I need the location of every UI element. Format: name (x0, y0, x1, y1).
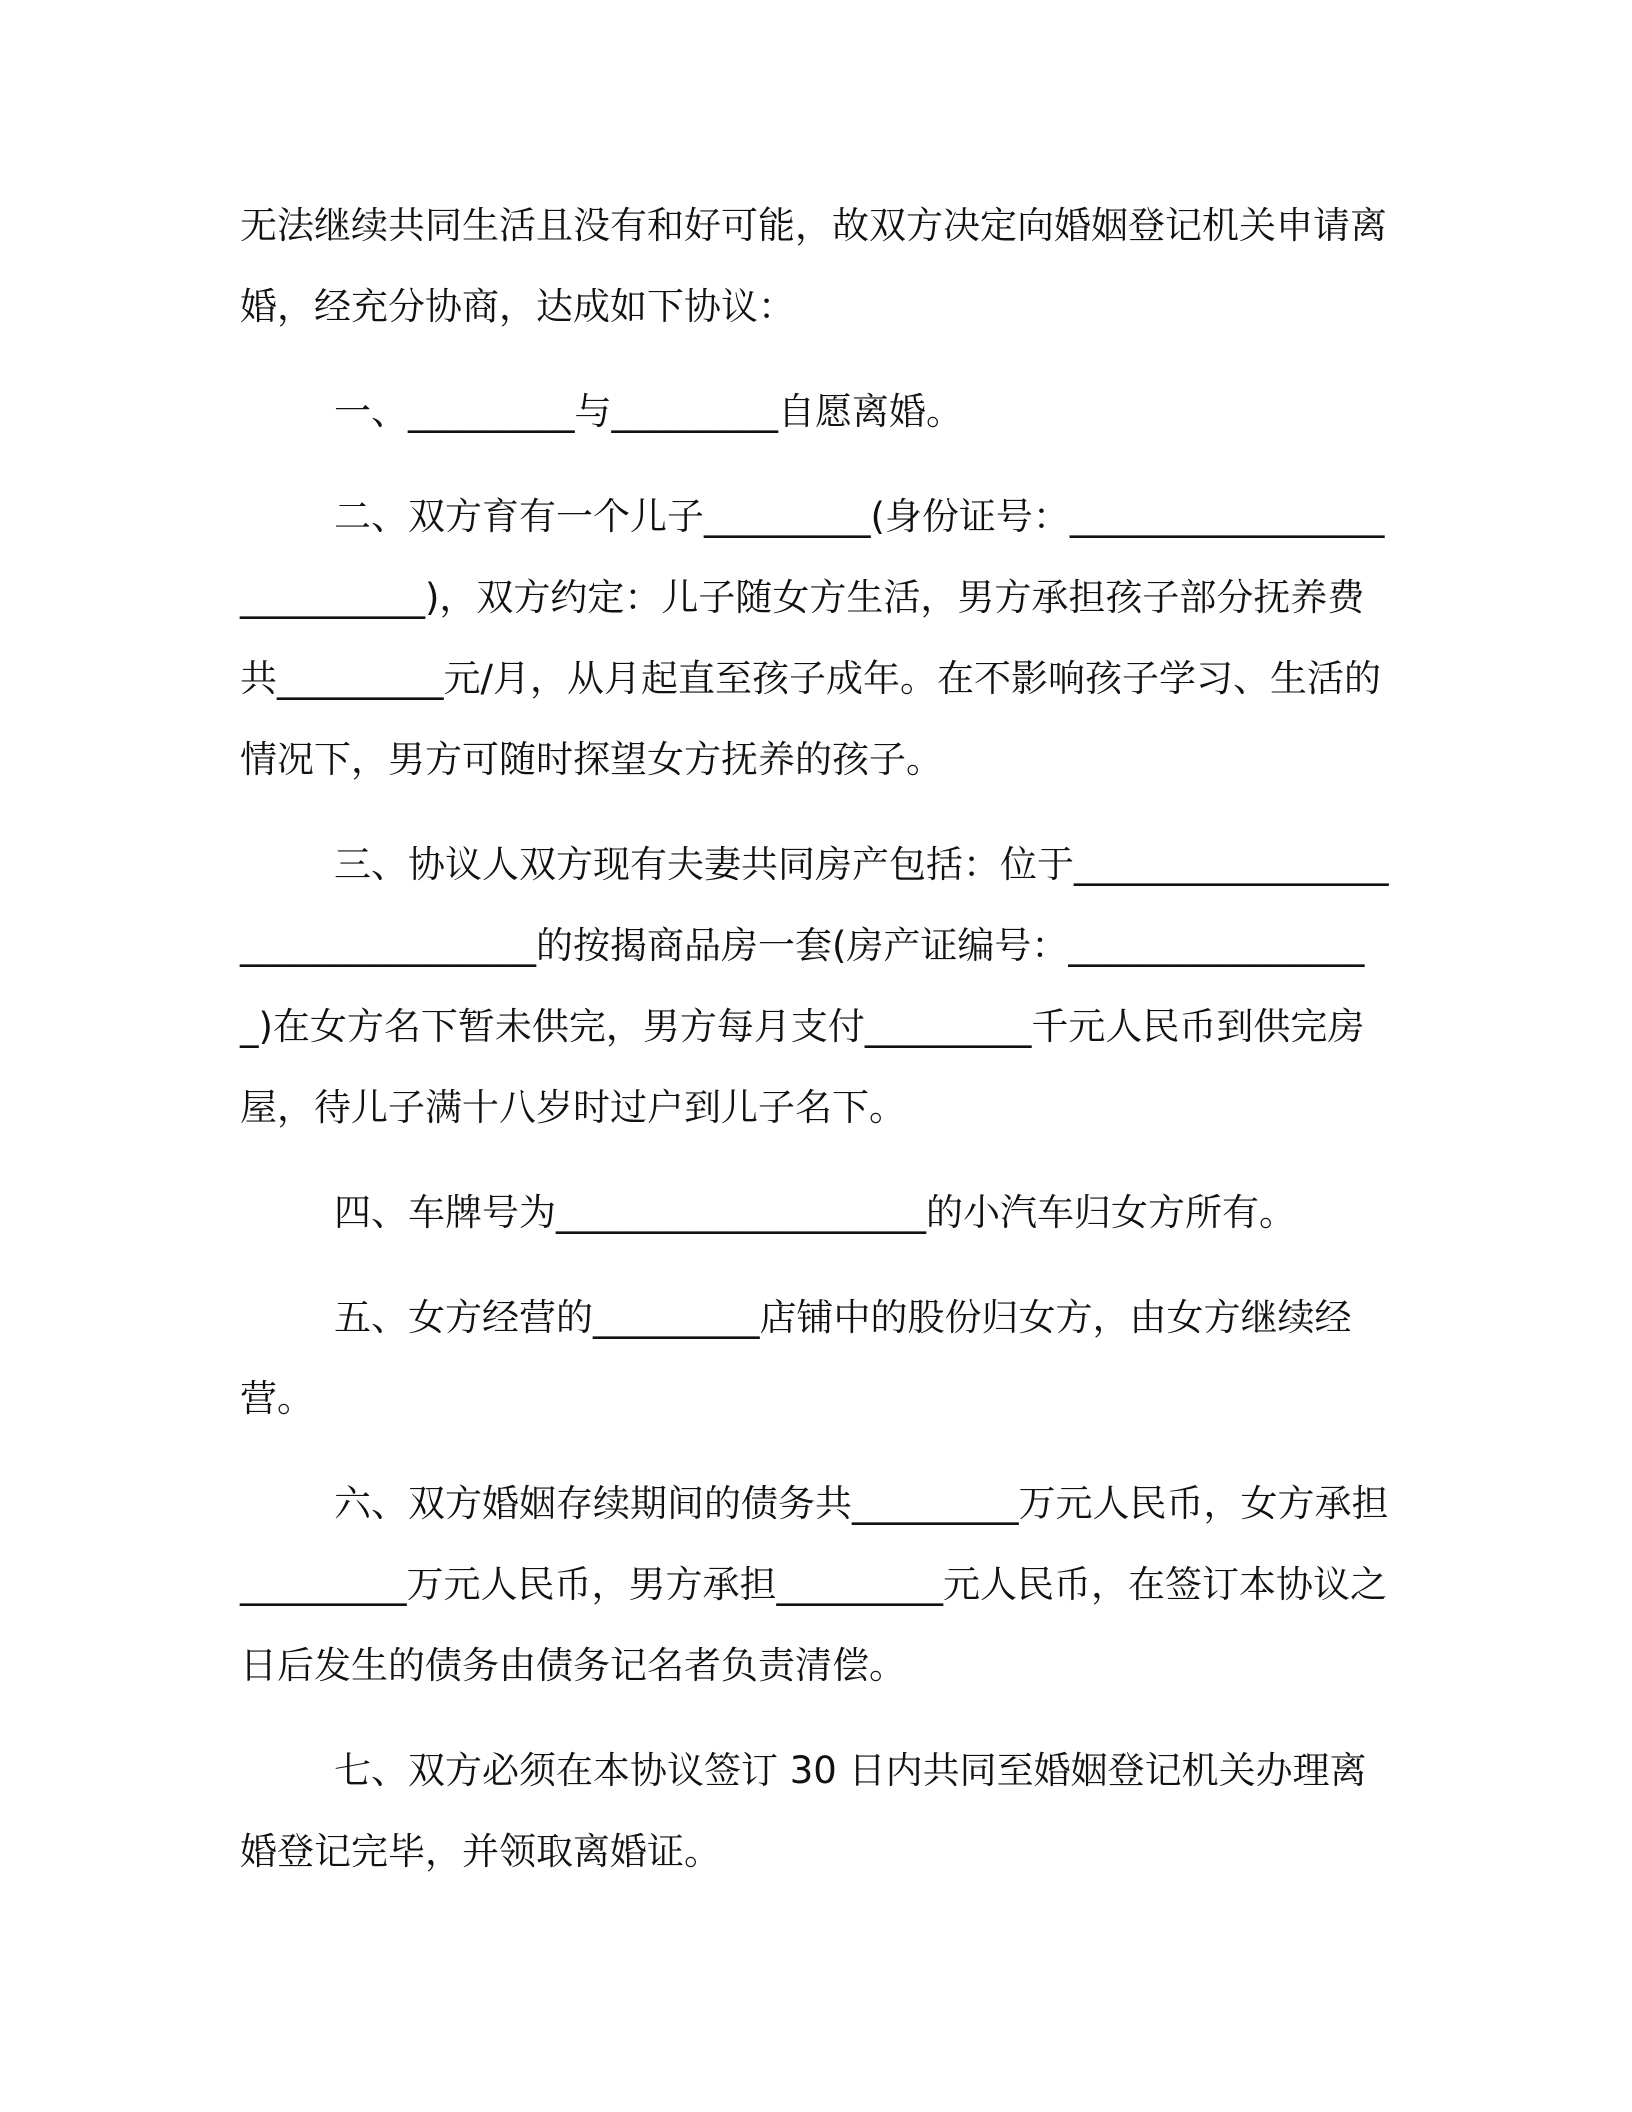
clause-5: 五、女方经营的_________店铺中的股份归女方，由女方继续经营。 (240, 1296, 1352, 1420)
agreement-document (240, 185, 1390, 1892)
clause-6: 六、双方婚姻存续期间的债务共_________万元人民币，女方承担_________万元人民币，男方承担_________元人民币，在签订本协议之日后发生的债务由债务记名者负责清偿。 (240, 1482, 1389, 1687)
clause-1: 一、_________与_________自愿离婚。 (334, 390, 963, 433)
paragraph-gap (240, 347, 1390, 371)
paragraph-gap (240, 1148, 1390, 1172)
clause-2: 二、双方育有一个儿子_________(身份证号：___________________________)，双方约定：儿子随女方生活，男方承担孩子部分抚养费共_________元/月，从月起直至孩子成年。在不影响孩子学习、生活的情况下，男方可随时探望女方抚养的孩子。 (240, 495, 1385, 781)
paragraph-gap (240, 800, 1390, 824)
paragraph-gap (240, 452, 1390, 476)
paragraph-gap (240, 1253, 1390, 1277)
paragraph-gap (240, 1706, 1390, 1730)
clause-4: 四、车牌号为____________________的小汽车归女方所有。 (334, 1191, 1296, 1234)
clause-3: 三、协议人双方现有夫妻共同房产包括：位于_________________________________的按揭商品房一套(房产证编号：_________________)在女方名下暂未供完，男方每月支付_________千元人民币到供完房屋，待儿子满十八岁时过户到儿子名下。 (240, 843, 1389, 1129)
paragraph-gap (240, 1439, 1390, 1463)
intro-paragraph: 无法继续共同生活且没有和好可能，故双方决定向婚姻登记机关申请离婚，经充分协商，达成如下协议： (240, 204, 1387, 328)
clause-7: 七、双方必须在本协议签订 30 日内共同至婚姻登记机关办理离婚登记完毕，并领取离婚证。 (240, 1749, 1367, 1873)
